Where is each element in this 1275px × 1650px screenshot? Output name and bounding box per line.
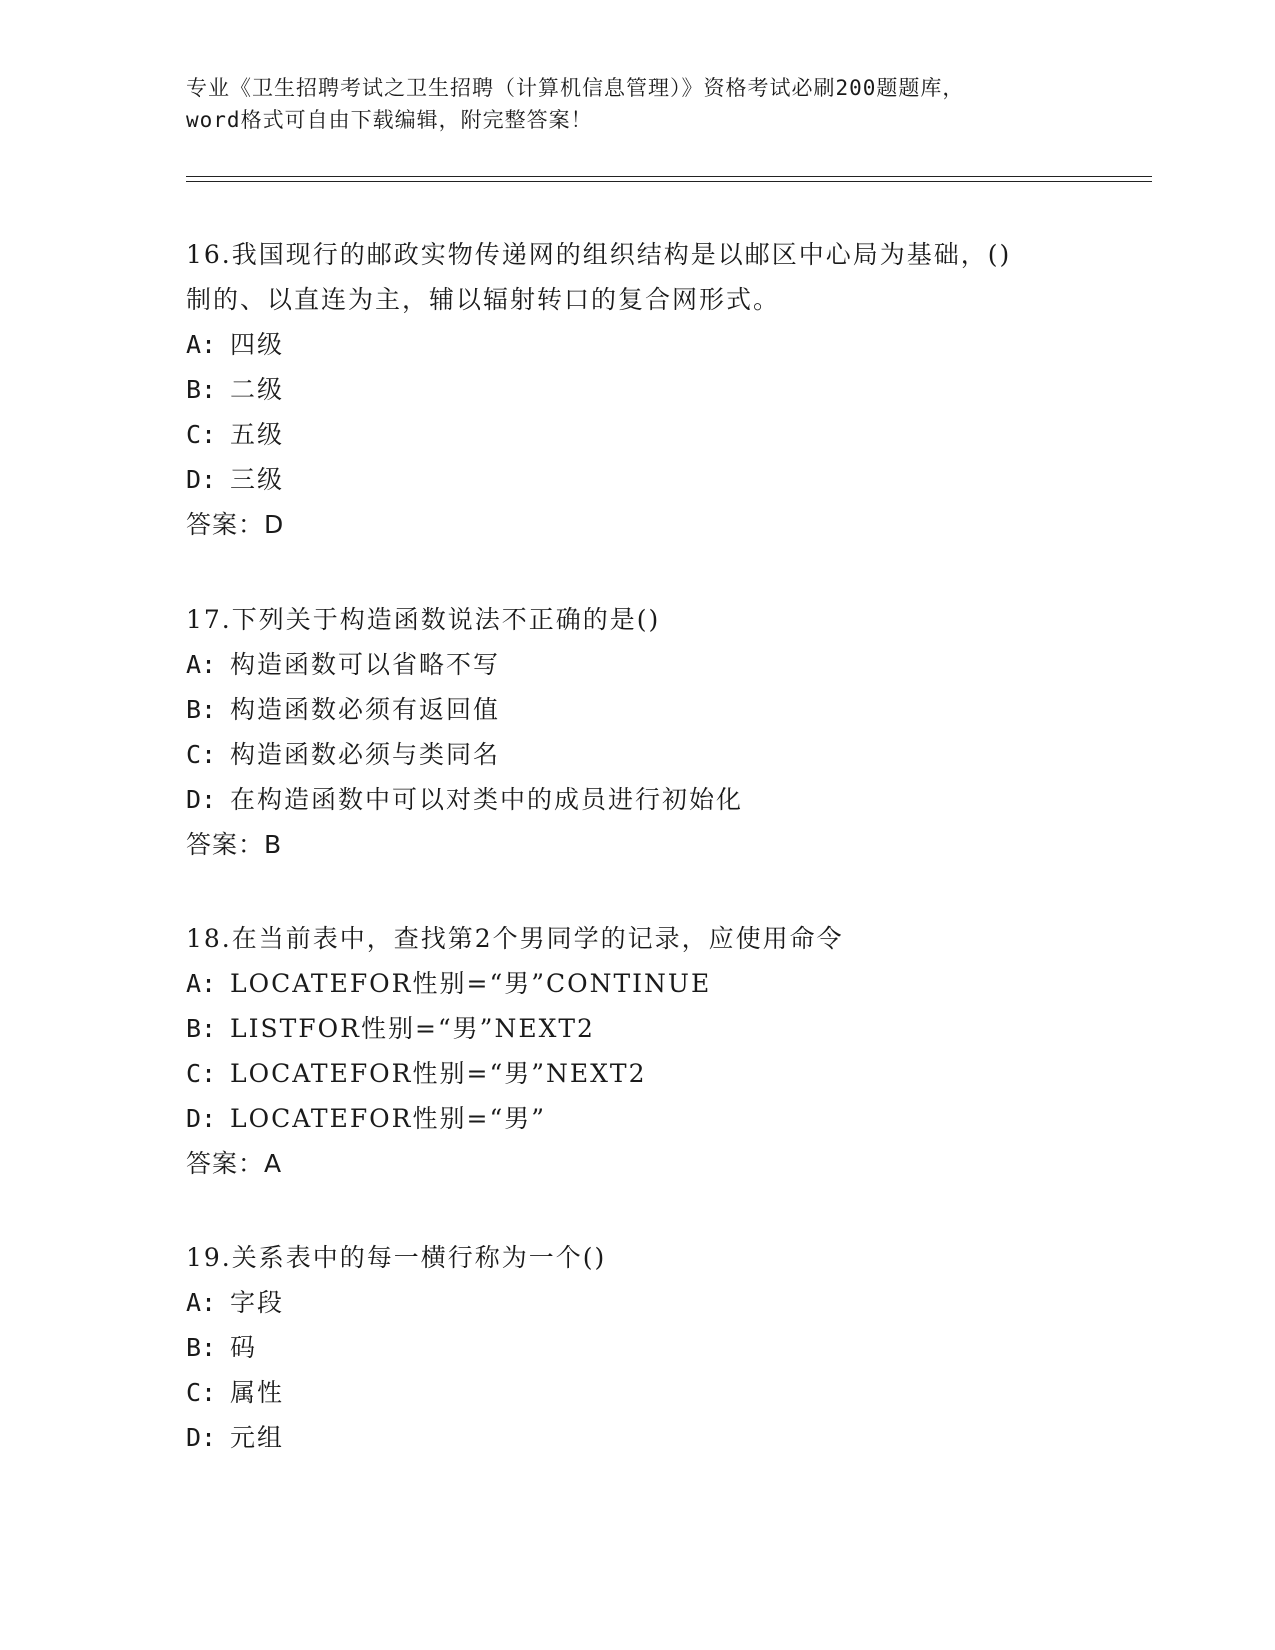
- option-letter: A:: [186, 1288, 217, 1317]
- option-text: LOCATEFOR性别=“男”CONTINUE: [230, 969, 712, 998]
- option-letter: D:: [186, 465, 217, 494]
- header-divider-bottom: [186, 181, 1152, 182]
- option-letter: B:: [186, 695, 217, 724]
- option-c: [186, 1370, 1086, 1415]
- question-stem-line: 18.在当前表中，查找第2个男同学的记录，应使用命令: [186, 924, 844, 953]
- option-letter: C:: [186, 1059, 217, 1088]
- option-text: 五级: [230, 420, 285, 449]
- question-stem-line: 16.我国现行的邮政实物传递网的组织结构是以邮区中心局为基础，(): [186, 240, 1012, 269]
- option-text: 字段: [230, 1288, 285, 1317]
- option-d: [186, 777, 1086, 822]
- option-text: 三级: [230, 465, 285, 494]
- document-header: [186, 72, 1106, 136]
- option-b: [186, 1006, 1086, 1051]
- header-line-1: 专业《卫生招聘考试之卫生招聘（计算机信息管理）》资格考试必刷200题题库，: [186, 76, 965, 100]
- option-a: [186, 1280, 1086, 1325]
- header-divider-top: [186, 176, 1152, 177]
- question-19: [186, 1235, 1086, 1460]
- option-letter: B:: [186, 375, 217, 404]
- option-text: LISTFOR性别=“男”NEXT2: [230, 1014, 595, 1043]
- option-letter: A:: [186, 650, 217, 679]
- option-letter: D:: [186, 1104, 217, 1133]
- option-text: 在构造函数中可以对类中的成员进行初始化: [230, 785, 744, 814]
- option-b: [186, 1325, 1086, 1370]
- option-letter: C:: [186, 420, 217, 449]
- option-c: [186, 412, 1086, 457]
- question-18: [186, 916, 1086, 1187]
- option-text: 码: [230, 1333, 258, 1362]
- option-text: 构造函数可以省略不写: [230, 650, 501, 679]
- option-letter: C:: [186, 740, 217, 769]
- option-letter: B:: [186, 1014, 217, 1043]
- option-text: LOCATEFOR性别=“男”NEXT2: [230, 1059, 647, 1088]
- option-text: 二级: [230, 375, 285, 404]
- option-a: [186, 961, 1086, 1006]
- option-letter: D:: [186, 1423, 217, 1452]
- answer-line: 答案：A: [186, 1149, 283, 1178]
- option-letter: A:: [186, 330, 217, 359]
- answer-line: 答案：B: [186, 830, 283, 859]
- option-text: LOCATEFOR性别=“男”: [230, 1104, 547, 1133]
- option-text: 构造函数必须与类同名: [230, 740, 501, 769]
- question-17: [186, 597, 1086, 868]
- option-d: [186, 1096, 1086, 1141]
- option-text: 元组: [230, 1423, 285, 1452]
- answer-line: 答案：D: [186, 510, 285, 539]
- option-text: 四级: [230, 330, 285, 359]
- option-a: [186, 642, 1086, 687]
- option-a: [186, 322, 1086, 367]
- option-letter: D:: [186, 785, 217, 814]
- option-d: [186, 1415, 1086, 1460]
- option-letter: C:: [186, 1378, 217, 1407]
- option-c: [186, 732, 1086, 777]
- option-letter: B:: [186, 1333, 217, 1362]
- header-line-2: word格式可自由下载编辑，附完整答案！: [186, 108, 593, 132]
- question-stem-line: 19.关系表中的每一横行称为一个(): [186, 1243, 607, 1272]
- option-b: [186, 367, 1086, 412]
- option-d: [186, 457, 1086, 502]
- option-letter: A:: [186, 969, 217, 998]
- question-stem-line: 17.下列关于构造函数说法不正确的是(): [186, 605, 661, 634]
- question-stem-line: 制的、以直连为主，辅以辐射转口的复合网形式。: [186, 285, 781, 314]
- option-c: [186, 1051, 1086, 1096]
- question-16: [186, 232, 1086, 548]
- option-text: 构造函数必须有返回值: [230, 695, 501, 724]
- option-b: [186, 687, 1086, 732]
- option-text: 属性: [230, 1378, 285, 1407]
